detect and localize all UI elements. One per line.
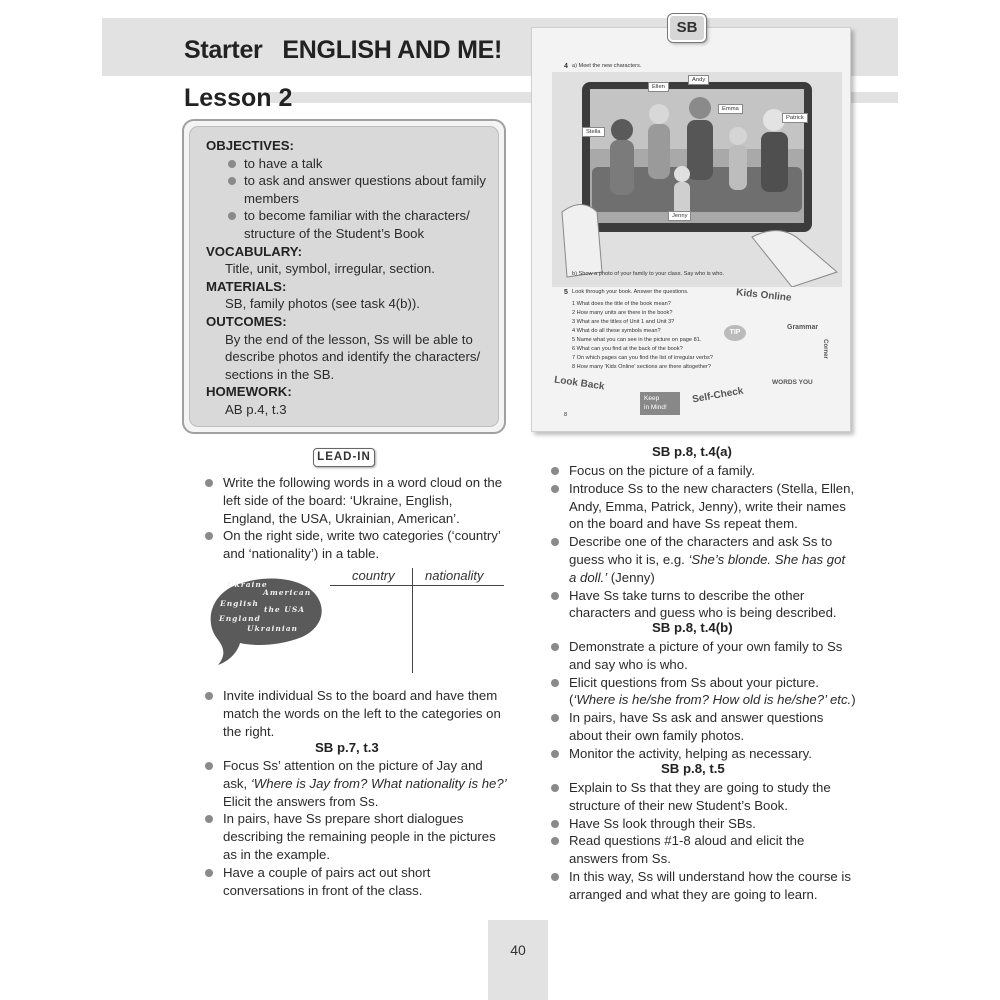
materials-label: MATERIALS: [206,278,287,294]
text-span: ) [851,692,856,708]
task4a-text: a) Meet the new characters. [572,63,642,69]
sb-badge: SB [668,14,706,42]
table-header-country: country [352,568,395,583]
list-item: Have Ss look through their SBs. [551,815,856,833]
cloud-word: Ukrainian [247,624,299,633]
cloud-word: Ukraine [227,580,268,589]
list-item: On the right side, write two categories (‘country’ and ‘nationality’) in a table. [205,527,505,563]
section-heading-sb7: SB p.7, t.3 [315,740,379,755]
lesson-title: Lesson 2 [184,84,293,112]
homework-text: AB p.4, t.3 [225,401,287,417]
cloud-word: the USA [264,605,306,614]
outcomes-text: By the end of the lesson, Ss will be able to describe photos and identify the characters/ sections in the SB. [225,331,481,382]
self-check-logo: Self-Check [691,385,745,406]
section-heading-sb8-4a: SB p.8, t.4(a) [652,444,732,459]
grammar-corner-logo: Grammar [787,324,819,331]
character-tag-andy: Andy [688,75,709,85]
list-item: Write the following words in a word cloud on the left side of the board: ‘Ukraine, English, England, the USA, Ukrainian, American’. [205,474,505,527]
homework-label: HOMEWORK: [206,384,292,400]
sb-question: 3 What are the titles of Unit 1 and Unit 3? [572,319,675,325]
section-heading-sb8-5: SB p.8, t.5 [661,761,725,776]
sb-question: 1 What does the title of the book mean? [572,301,671,307]
objectives-box [182,119,506,434]
kids-online-logo: Kids Online [735,287,792,304]
matching-list [205,687,505,740]
text-span: Elicit questions from Ss about your picture. ( [569,674,819,708]
section-heading-sb8-4b: SB p.8, t.4(b) [652,620,733,635]
sb-question: 4 What do all these symbols mean? [572,328,661,334]
objectives-label: OBJECTIVES: [206,138,294,153]
cloud-word: English [220,599,259,608]
list-item: Invite individual Ss to the board and have them match the words on the left to the categories on the right. [205,687,505,740]
table-vertical-line [412,568,413,673]
list-item: Have Ss take turns to describe the other characters and guess who is being described. [551,587,856,623]
list-item: Demonstrate a picture of your own family to Ss and say who is who. [551,638,856,674]
table-header-nationality: nationality [425,568,484,583]
sb-question: 7 On which pages can you find the list of irregular verbs? [572,355,713,361]
italic-question: ‘Where is Jay from? What nationality is he?’ [250,775,507,791]
character-tag-emma: Emma [718,104,743,114]
character-tag-jenny: Jenny [668,211,691,221]
list-item: Have a couple of pairs act out short conversations in front of the class. [205,864,508,900]
sb-page-thumbnail [531,27,851,432]
tip-icon: TIP [724,325,746,341]
italic-example: ‘She’s blonde. She has got a doll.’ [569,551,846,585]
vocabulary-label: VOCABULARY: [206,243,302,259]
objective-item: to have a talk [228,155,488,173]
text-span: (Jenny) [607,569,655,585]
task5-text: Look through your book. Answer the questions. [572,289,689,295]
outcomes-label: OUTCOMES: [206,313,287,329]
sb-question: 2 How many units are there in the book? [572,310,673,316]
list-item: Monitor the activity, helping as necessary. [551,745,856,763]
objective-item: to ask and answer questions about family members [228,172,488,207]
corner-logo-text: Corner [821,339,828,359]
keep-in-mind-logo [640,392,680,415]
character-tag-ellen: Ellen [648,82,669,92]
objective-item: to become familiar with the characters/ structure of the Student’s Book [228,207,488,242]
list-item [551,674,856,710]
list-item: Introduce Ss to the new characters (Stella, Ellen, Andy, Emma, Patrick, Jenny), write their names on the board and have Ss repeat them. [551,480,856,533]
text-span: Elicit the answers from Ss. [223,793,379,809]
character-tag-stella: Stella [582,127,605,137]
sb8-5-list [551,779,856,904]
objectives-list [206,155,488,243]
list-item: In this way, Ss will understand how the course is arranged and what they are going to learn. [551,868,856,904]
list-item: Read questions #1-8 aloud and elicit the answers from Ss. [551,832,856,868]
cloud-word: England [219,614,261,623]
vocabulary-text: Title, unit, symbol, irregular, section. [225,261,435,277]
sb7-list [205,757,508,899]
keep-in-mind-line1: Keep [644,395,660,402]
objectives-box-inner [189,126,499,427]
character-tag-patrick: Patrick [782,113,808,123]
unit-title: Starter ENGLISH AND ME! [184,36,503,64]
lead-in-label: LEAD-IN [313,448,375,467]
lead-in-list [205,474,505,563]
keep-in-mind-line2: in Mind! [644,404,667,411]
sb8-4a-list [551,462,856,622]
sb-question: 5 Name what you can see in the picture on page 81. [572,337,702,343]
page-number-box [488,920,548,1000]
sb8-4b-list [551,638,856,763]
sb-page-number: 8 [564,412,568,418]
list-item: In pairs, have Ss ask and answer questions about their own family photos. [551,709,856,745]
materials-text: SB, family photos (see task 4(b)). [225,296,420,312]
look-back-logo: Look Back [553,374,606,393]
text-span: Describe one of the characters and ask Ss to guess who it is, e.g. [569,534,833,567]
italic-questions: ‘Where is he/she from? How old is he/she?’ etc. [573,692,852,708]
list-item [551,533,856,586]
table-horizontal-line [330,585,504,586]
sb-question: 8 How many 'Kids Online' sections are there altogether? [572,364,711,370]
family-photo-illustration [542,72,842,287]
task5-number: 5 [564,289,568,296]
list-item: Explain to Ss that they are going to study the structure of their new Student’s Book. [551,779,856,815]
sb-question: 6 What can you find at the back of the book? [572,346,683,352]
list-item: In pairs, have Ss prepare short dialogues describing the remaining people in the pictures as in the example. [205,810,508,863]
text-span: Focus Ss’ attention on the picture of Jay and ask, [223,758,483,791]
task4-number: 4 [564,63,568,70]
page-number: 40 [510,942,526,958]
task4b-text: b) Show a photo of your family to your class. Say who is who. [572,271,725,277]
words-you-logo: WORDS YOU [772,379,813,386]
list-item: Focus on the picture of a family. [551,462,856,480]
cloud-word: American [263,588,312,597]
list-item [205,757,508,810]
